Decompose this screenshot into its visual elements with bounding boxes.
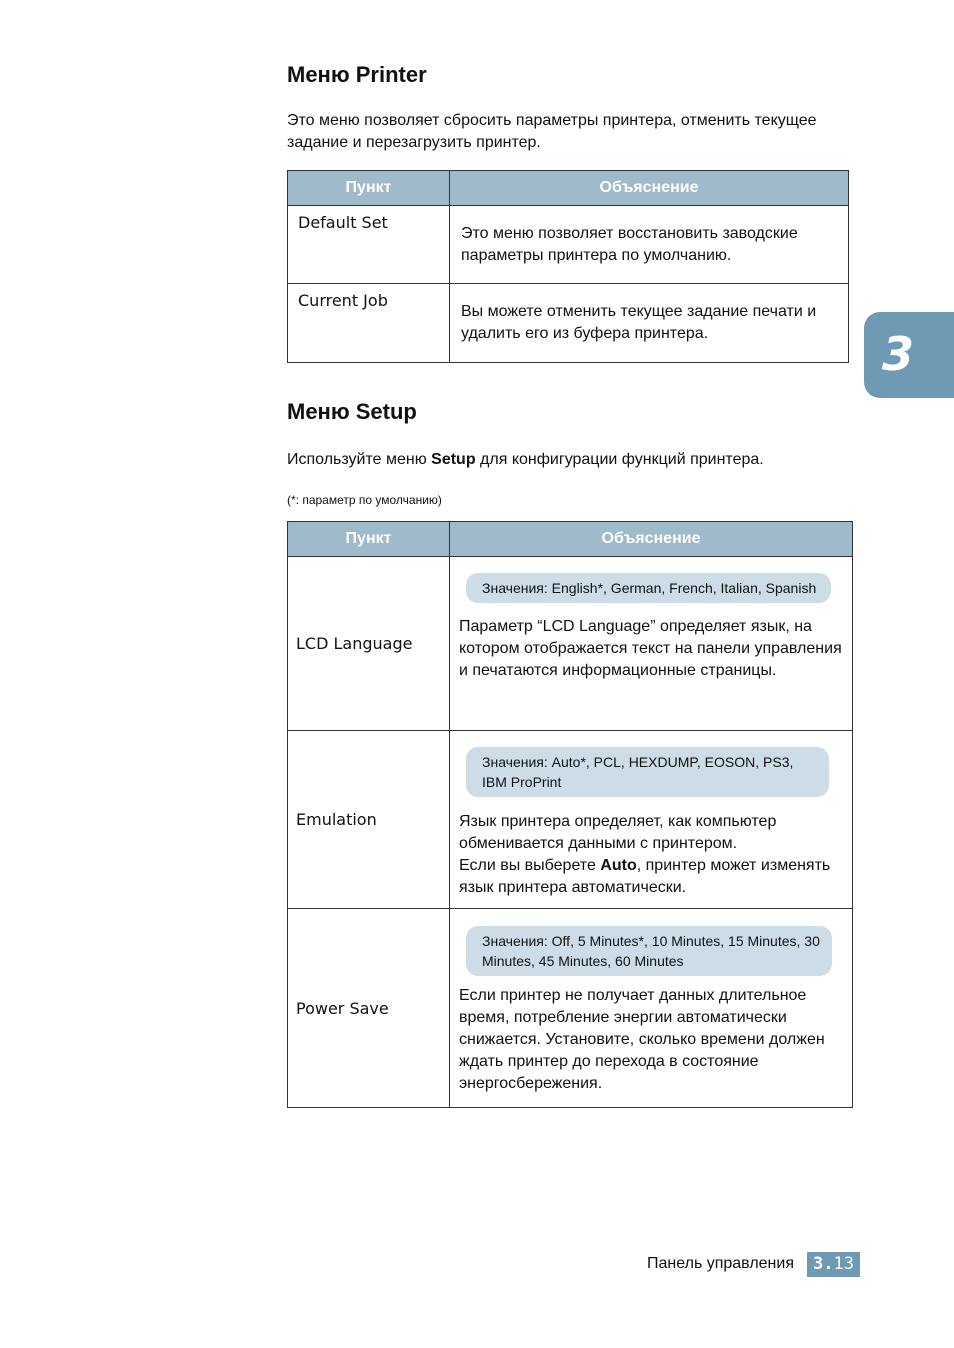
table-row [288,284,849,363]
desc-auto-after: , принтер может изменять язык принтера автоматически. [459,857,831,896]
intro-text-after: для конфигурации функций принтера. [475,451,764,468]
desc-power-save-cell [450,909,853,1108]
desc-auto-bold: Auto [600,857,637,874]
setup-menu-intro [287,449,847,471]
desc-default-set: Это меню позволяет восстановить заводские параметры принтера по умолчанию. [450,206,849,284]
desc-lcd-language-cell [450,557,853,731]
table-row [288,731,853,909]
page-number-box [807,1252,860,1277]
values-box-power-save: Значения: Off, 5 Minutes*, 10 Minutes, 15 Minutes, 30 Minutes, 45 Minutes, 60 Minutes [466,926,832,976]
column-header-item: Пункт [288,171,450,206]
column-header-explanation: Объяснение [450,522,853,557]
values-box-emulation: Значения: Auto*, PCL, HEXDUMP, EOSON, PS3, IBM ProPrint [466,747,829,797]
desc-auto-before: Если вы выберете [459,857,601,874]
table-row [288,909,853,1108]
default-parameter-note: (*: параметр по умолчанию) [287,493,442,507]
setup-menu-table [287,521,853,1108]
table-header-row [288,522,853,557]
printer-menu-table [287,170,849,363]
desc-lcd-language: Параметр “LCD Language” определяет язык, на котором отображается текст на панели управления и печатаются информационные страницы. [459,618,842,679]
table-header-row [288,171,849,206]
chapter-tab [864,312,954,398]
item-lcd-language: LCD Language [288,557,450,731]
printer-menu-heading: Меню Printer [287,62,427,87]
chapter-number: 3 [882,327,915,381]
table-row [288,557,853,731]
table-row [288,206,849,284]
item-current-job: Current Job [288,284,450,363]
values-box-lcd-language: Значения: English*, German, French, Italian, Spanish [466,573,831,603]
item-power-save: Power Save [288,909,450,1108]
desc-power-save: Если принтер не получает данных длительное время, потребление энергии автоматически снижается. Установите, сколько времени должен ждать принтер до перехода в состояние энергосбережения. [459,987,825,1092]
column-header-explanation: Объяснение [450,171,849,206]
page-number: 13 [833,1254,854,1274]
desc-emulation: Язык принтера определяет, как компьютер обменивается данными с принтером. [459,813,777,852]
setup-menu-heading: Меню Setup [287,399,417,424]
item-emulation: Emulation [288,731,450,909]
desc-emulation-auto [459,855,844,899]
desc-emulation-cell [450,731,853,909]
intro-text-before: Используйте меню [287,451,432,468]
intro-setup-bold: Setup [431,451,476,468]
item-default-set: Default Set [288,206,450,284]
column-header-item: Пункт [288,522,450,557]
printer-menu-intro: Это меню позволяет сбросить параметры принтера, отменить текущее задание и перезагрузить принтер. [287,112,817,151]
page-chapter: 3. [813,1254,834,1274]
footer-section-label: Панель управления [647,1255,794,1272]
desc-current-job: Вы можете отменить текущее задание печати и удалить его из буфера принтера. [450,284,849,363]
